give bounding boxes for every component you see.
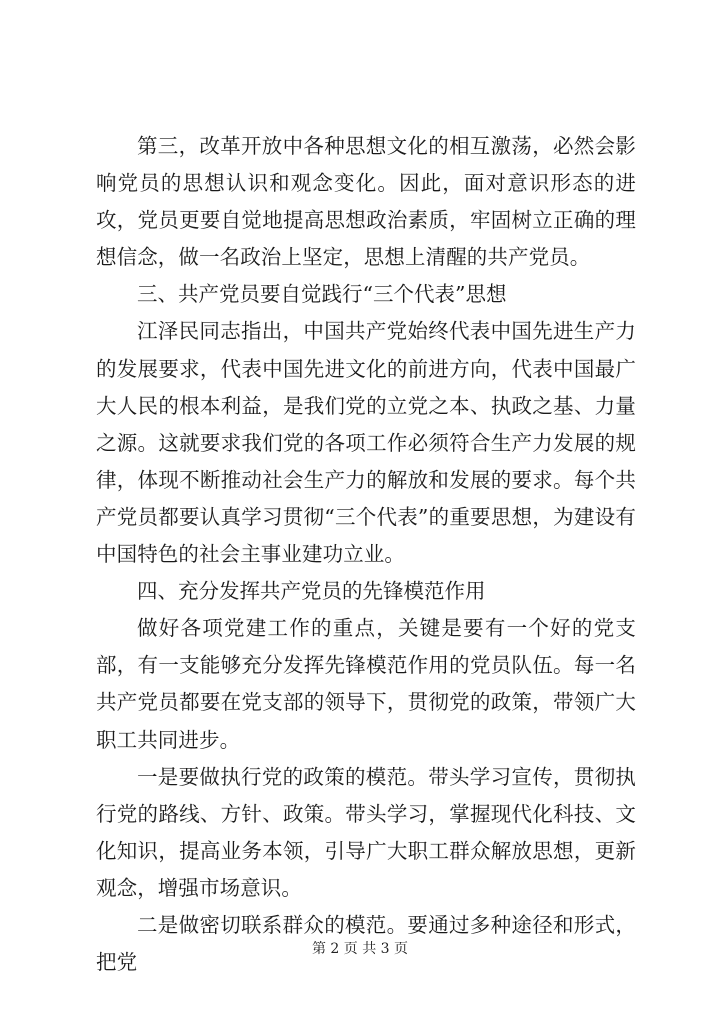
page-number-footer: 第 2 页 共 3 页	[311, 941, 409, 957]
section-heading-vanguard-role: 四、充分发挥共产党员的先锋模范作用	[137, 579, 486, 604]
paragraph-mass-contact: 二是做密切联系群众的模范。要通过多种途径和形式，把党	[96, 912, 636, 975]
paragraph-third-point: 第三，改革开放中各种思想文化的相互激荡，必然会影响党员的思想认识和观念变化。因此，面对意识形态的进攻，党员更要自觉地提高思想政治素质，牢固树立正确的理想信念，做一名政治上坚定，思想上清醒的共产党员。	[96, 134, 636, 270]
document-body	[96, 128, 636, 981]
paragraph-party-branch: 做好各项党建工作的重点，关键是要有一个好的党支部，有一支能够充分发挥先锋模范作用的党员队伍。每一名共产党员都要在党支部的领导下，贯彻党的政策，带领广大职工共同进步。	[96, 616, 636, 752]
paragraph-jiang-zemin: 江泽民同志指出，中国共产党始终代表中国先进生产力的发展要求，代表中国先进文化的前进方向，代表中国最广大人民的根本利益，是我们党的立党之本、执政之基、力量之源。这就要求我们党的各项工作必须符合生产力发展的规律，体现不断推动社会生产力的解放和发展的要求。每个共产党员都要认真学习贯彻“三个代表”的重要思想，为建设有中国特色的社会主事业建功立业。	[96, 319, 636, 567]
section-heading-three-represents: 三、共产党员要自觉践行“三个代表”思想	[137, 282, 507, 307]
paragraph-policy-model: 一是要做执行党的政策的模范。带头学习宣传，贯彻执行党的路线、方针、政策。带头学习，掌握现代化科技、文化知识，提高业务本领，引导广大职工群众解放思想，更新观念，增强市场意识。	[96, 764, 636, 900]
